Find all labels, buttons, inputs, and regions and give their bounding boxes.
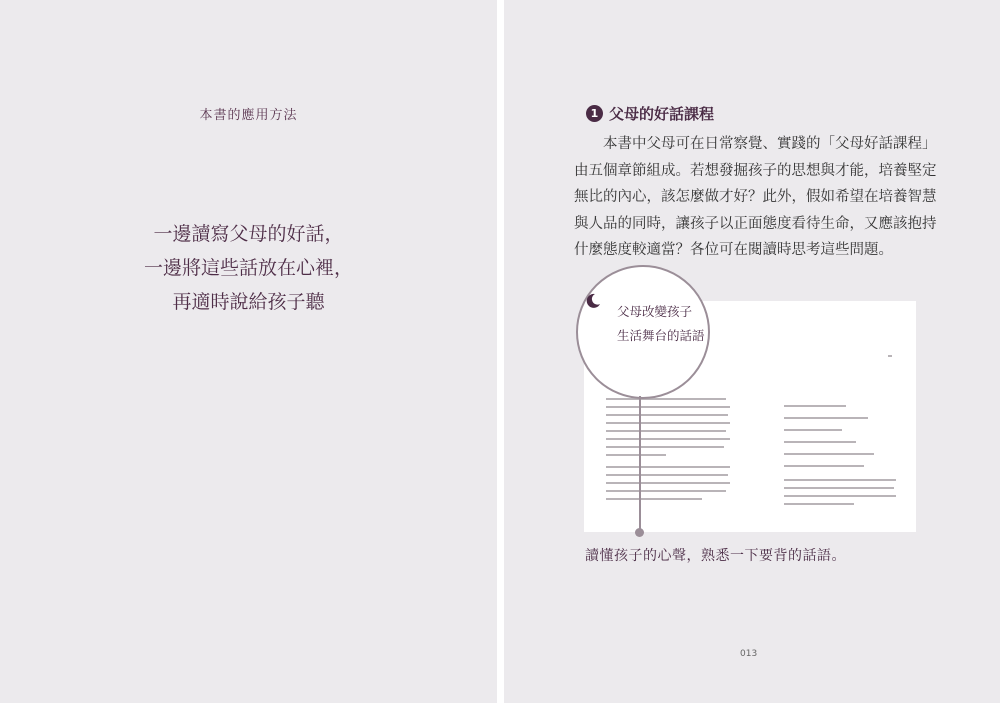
sample-text-line <box>606 438 730 440</box>
headline-line-3: 再適時說給孩子聽 <box>172 291 325 313</box>
sample-text-line <box>606 398 726 400</box>
sample-page-marker <box>888 355 892 357</box>
caption: 讀懂孩子的心聲，熟悉一下要背的話語。 <box>585 548 846 564</box>
sample-text-line <box>784 487 894 489</box>
lesson-title-text: 父母的好話課程 <box>609 105 715 123</box>
headline-line-1: 一邊讀寫父母的好話， <box>153 223 344 245</box>
sample-text-line <box>784 417 868 419</box>
sample-text-line <box>784 465 864 467</box>
callout-text <box>617 300 705 348</box>
sample-text-line <box>606 482 730 484</box>
callout-pointer-line <box>639 396 641 532</box>
sample-text-line <box>784 441 856 443</box>
sample-text-line <box>784 429 842 431</box>
page-gutter <box>497 0 504 703</box>
body-line-5: 什麼態度較適當？各位可在閱讀時思考這些問題。 <box>574 242 893 258</box>
sample-text-line <box>606 406 730 408</box>
body-line-3: 無比的內心，該怎麼做才好？此外，假如希望在培養智慧 <box>574 189 937 205</box>
sample-text-line <box>606 498 702 500</box>
headline-line-2: 一邊將這些話放在心裡， <box>143 257 353 279</box>
callout-pointer-dot <box>635 528 644 537</box>
sample-text-line <box>606 474 728 476</box>
sample-text-line <box>606 422 730 424</box>
callout-line-1: 父母改變孩子 <box>617 304 693 319</box>
lesson-title <box>586 103 714 124</box>
sample-text-line <box>606 446 724 448</box>
headline <box>0 217 497 319</box>
body-line-1: 本書中父母可在日常察覺、實踐的「父母好話課程」 <box>603 136 937 152</box>
sample-text-line <box>784 405 846 407</box>
sample-text-line <box>784 479 896 481</box>
lesson-number-badge: 1 <box>586 105 603 122</box>
section-label: 本書的應用方法 <box>199 108 298 123</box>
sample-text-line <box>606 454 666 456</box>
sample-text-line <box>606 490 726 492</box>
body-line-2: 由五個章節組成。若想發掘孩子的思想與才能，培養堅定 <box>574 162 937 179</box>
sample-text-line <box>784 495 896 497</box>
sample-text-line <box>606 466 730 468</box>
sample-text-line <box>784 503 854 505</box>
page-number: 013 <box>740 649 758 659</box>
body-line-4: 與人品的同時，讓孩子以正面態度看待生命，又應該抱持 <box>574 215 937 232</box>
callout-line-2: 生活舞台的話語 <box>617 328 705 343</box>
crescent-moon-icon <box>585 293 601 309</box>
sample-text-line <box>784 453 874 455</box>
body-paragraph <box>574 131 940 264</box>
sample-text-line <box>606 414 728 416</box>
sample-text-line <box>606 430 726 432</box>
